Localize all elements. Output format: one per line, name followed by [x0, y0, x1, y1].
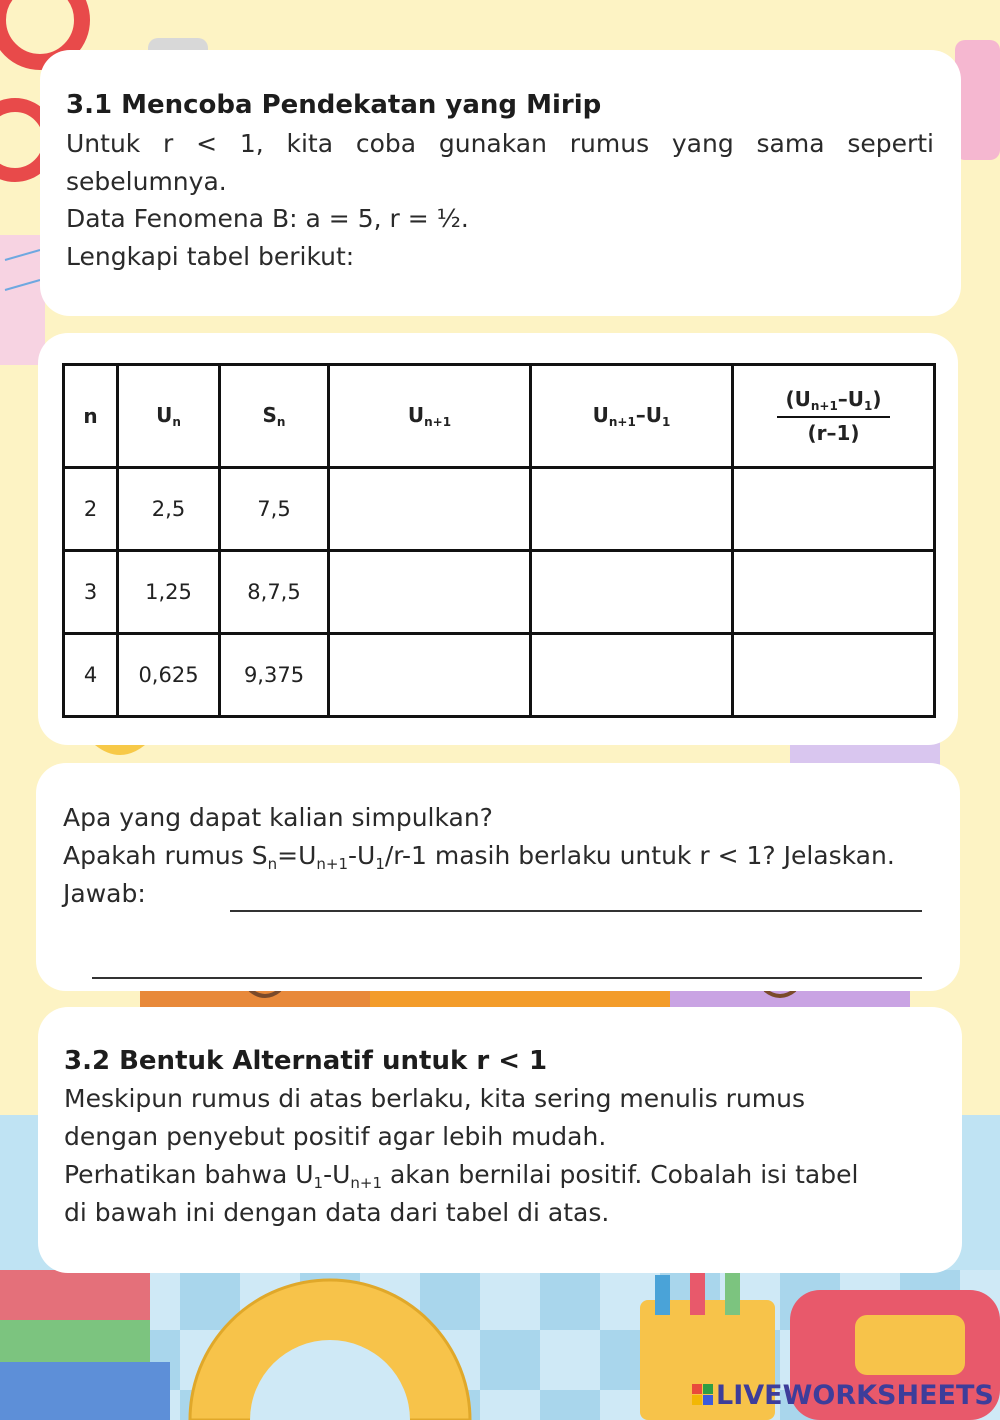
cell-un: 0,625: [118, 634, 220, 717]
conclusion-question: Apa yang dapat kalian simpulkan?: [63, 803, 493, 832]
cell-un: 1,25: [118, 551, 220, 634]
section-3-2-line-2: dengan penyebut positif agar lebih mudah.: [64, 1122, 607, 1151]
section-3-1-intro: Untuk r < 1, kita coba gunakan rumus yang sama seperti sebelumnya.: [66, 129, 934, 196]
table-row: [64, 468, 935, 551]
table-header-row: [64, 365, 935, 468]
header-un: $U_n$: [118, 365, 220, 468]
cell-ratio-input[interactable]: [733, 551, 935, 634]
liveworksheets-logo-icon: [692, 1384, 714, 1406]
cell-sn: 7,5: [220, 468, 329, 551]
cell-difference-input[interactable]: [531, 634, 733, 717]
cell-difference-input[interactable]: [531, 551, 733, 634]
cell-ratio-input[interactable]: [733, 468, 935, 551]
cell-n: 2: [64, 468, 118, 551]
section-3-2-heading: 3.2 Bentuk Alternatif untuk r < 1: [64, 1046, 548, 1076]
answer-label: Jawab:: [63, 879, 146, 908]
section-3-1-heading: 3.1 Mencoba Pendekatan yang Mirip: [66, 90, 602, 120]
header-ratio-fraction: $\frac{(U_{n+1}-U_1)}{(r-1)}$: [733, 365, 935, 468]
cell-un-plus-1-input[interactable]: [329, 468, 531, 551]
header-difference: $U_{n+1}-U_1$: [531, 365, 733, 468]
table-row: [64, 551, 935, 634]
cell-un: 2,5: [118, 468, 220, 551]
section-3-1-data: Data Fenomena B: a = 5, r = ½.: [66, 204, 469, 233]
section-3-1-instruction: Lengkapi tabel berikut:: [66, 242, 355, 271]
cell-sn: 9,375: [220, 634, 329, 717]
answer-line-1[interactable]: [230, 910, 922, 912]
section-3-2-line-3: Perhatikan bahwa $U_1-U_{n+1}$ akan bernilai positif. Cobalah isi tabel: [64, 1160, 859, 1192]
cell-difference-input[interactable]: [531, 468, 733, 551]
cell-ratio-input[interactable]: [733, 634, 935, 717]
header-sn: $S_n$: [220, 365, 329, 468]
table-row: [64, 634, 935, 717]
cell-sn: 8,7,5: [220, 551, 329, 634]
section-3-2-line-4: di bawah ini dengan data dari tabel di atas.: [64, 1198, 610, 1227]
cell-n: 3: [64, 551, 118, 634]
data-table: [62, 363, 936, 718]
cell-un-plus-1-input[interactable]: [329, 551, 531, 634]
answer-line-2[interactable]: [92, 977, 922, 979]
header-n: n: [64, 365, 118, 468]
cell-n: 4: [64, 634, 118, 717]
cell-un-plus-1-input[interactable]: [329, 634, 531, 717]
section-3-2-line-1: Meskipun rumus di atas berlaku, kita sering menulis rumus: [64, 1084, 806, 1113]
liveworksheets-logo: LIVEWORKSHEETS: [692, 1380, 994, 1411]
conclusion-formula-question: Apakah rumus $S_n=U_{n+1}-U_1/r-1$ masih berlaku untuk r < 1? Jelaskan.: [63, 841, 895, 873]
header-un-plus-1: $U_{n+1}$: [329, 365, 531, 468]
